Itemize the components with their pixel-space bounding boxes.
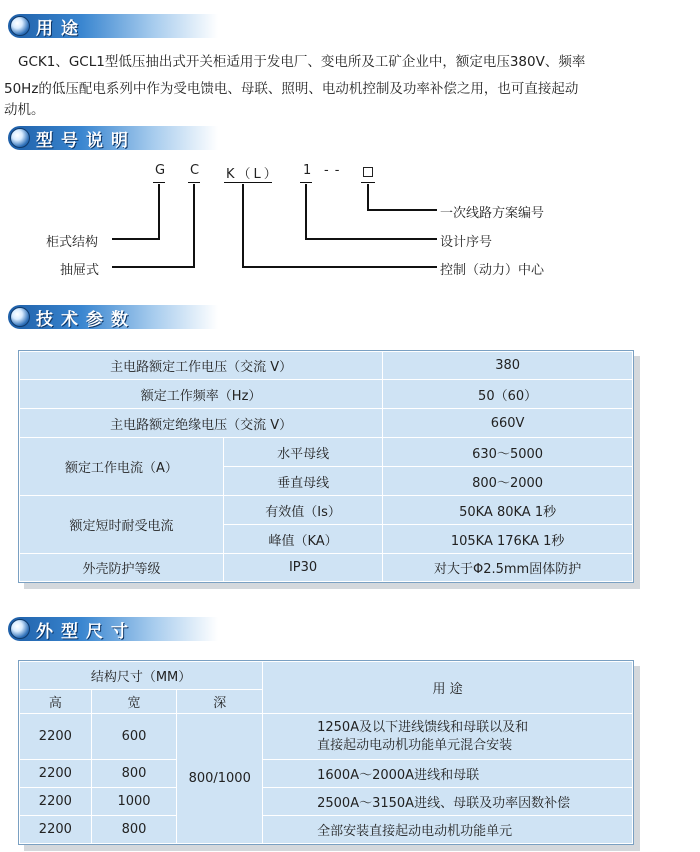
table-cell: 2200 — [20, 714, 92, 760]
table-header-cell: 用 途 — [263, 662, 633, 714]
section-header-size — [8, 617, 218, 641]
table-row — [20, 496, 633, 525]
section-title: 技术参数 — [36, 309, 136, 330]
table-cell: 峰值（KA） — [223, 525, 382, 554]
table-cell: IP30 — [223, 554, 382, 582]
section-header-usage — [8, 14, 218, 38]
table-cell: 主电路额定绝缘电压（交流 V） — [20, 409, 383, 438]
table-cell: 水平母线 — [223, 438, 382, 467]
label-control-center: 控制（动力）中心 — [440, 263, 545, 278]
table-cell: 800 — [91, 760, 177, 788]
table-cell: 额定工作频率（Hz） — [20, 380, 383, 409]
underline — [361, 182, 375, 183]
section-header-tech — [8, 305, 218, 329]
table-cell: 630～5000 — [383, 438, 633, 467]
model-scheme-box-icon — [363, 167, 373, 177]
table-row — [20, 788, 633, 816]
connector-line — [305, 238, 437, 240]
table-cell: 全部安装直接起动电动机功能单元 — [263, 816, 633, 844]
table-cell: 50（60） — [383, 380, 633, 409]
table-row — [20, 352, 633, 380]
table-cell: 800/1000 — [177, 714, 263, 844]
label-drawer: 抽屉式 — [60, 263, 100, 278]
underline — [153, 182, 165, 183]
label-scheme-no: 一次线路方案编号 — [440, 206, 545, 221]
section-bullet-icon — [10, 619, 30, 639]
connector-line — [367, 184, 369, 210]
connector-line — [367, 209, 437, 211]
connector-line — [193, 184, 195, 268]
tech-params-table — [18, 350, 634, 583]
size-table — [18, 660, 634, 845]
table-header-cell: 高 — [20, 690, 92, 714]
table-row — [20, 438, 633, 467]
model-letter-1: 1 — [303, 163, 312, 178]
table-cell: 外壳防护等级 — [20, 554, 224, 582]
usage-line-2: 50Hz的低压配电系列中作为受电馈电、母联、照明、电动机控制及功率补偿之用，也可直接起动 — [4, 81, 579, 97]
connector-line — [242, 266, 437, 268]
underline — [188, 182, 200, 183]
connector-line — [242, 184, 244, 268]
table-header-cell: 结构尺寸（MM） — [20, 662, 263, 690]
model-letter-g: G — [155, 163, 166, 178]
table-row — [20, 554, 633, 582]
usage-line-3: 动机。 — [4, 102, 45, 118]
section-title: 型号说明 — [36, 130, 136, 151]
table-row — [20, 816, 633, 844]
use-line: 1250A及以下进线馈线和母联以及和 — [317, 719, 529, 735]
label-design-seq: 设计序号 — [440, 235, 493, 250]
table-cell: 1000 — [91, 788, 177, 816]
section-bullet-icon — [10, 128, 30, 148]
table-cell: 800 — [91, 816, 177, 844]
table-cell: 660V — [383, 409, 633, 438]
table-row — [20, 662, 633, 690]
table-row — [20, 760, 633, 788]
section-bullet-icon — [10, 16, 30, 36]
table-cell: 垂直母线 — [223, 467, 382, 496]
table-cell: 1600A～2000A进线和母联 — [263, 760, 633, 788]
table-header-cell: 宽 — [91, 690, 177, 714]
table-header-cell: 深 — [177, 690, 263, 714]
table-cell — [263, 714, 633, 760]
table-cell: 380 — [383, 352, 633, 380]
table-cell: 50KA 80KA 1秒 — [383, 496, 633, 525]
model-dashes: -- — [324, 163, 346, 178]
section-title: 外型尺寸 — [36, 621, 136, 642]
model-letter-c: C — [190, 163, 200, 178]
use-line: 直接起动电动机功能单元混合安装 — [317, 737, 513, 753]
model-letter-kl: K（L） — [226, 167, 280, 182]
table-row — [20, 380, 633, 409]
section-bullet-icon — [10, 307, 30, 327]
underline — [300, 182, 312, 183]
connector-line — [305, 184, 307, 240]
table-cell: 额定工作电流（A） — [20, 438, 224, 496]
table-cell: 800～2000 — [383, 467, 633, 496]
table-cell: 2200 — [20, 816, 92, 844]
connector-line — [112, 238, 160, 240]
table-cell: 2500A～3150A进线、母联及功率因数补偿 — [263, 788, 633, 816]
table-cell: 有效值（Is） — [223, 496, 382, 525]
section-title: 用途 — [36, 18, 86, 39]
connector-line — [112, 266, 195, 268]
table-cell: 105KA 176KA 1秒 — [383, 525, 633, 554]
section-header-model — [8, 126, 218, 150]
table-row — [20, 714, 633, 760]
table-cell: 对大于Φ2.5mm固体防护 — [383, 554, 633, 582]
table-cell: 主电路额定工作电压（交流 V） — [20, 352, 383, 380]
connector-line — [158, 184, 160, 240]
table-cell: 600 — [91, 714, 177, 760]
underline — [224, 182, 272, 183]
table-cell: 2200 — [20, 788, 92, 816]
table-cell: 2200 — [20, 760, 92, 788]
label-cabinet-struct: 柜式结构 — [46, 235, 99, 250]
table-cell: 额定短时耐受电流 — [20, 496, 224, 554]
table-row — [20, 409, 633, 438]
usage-line-1: GCK1、GCL1型低压抽出式开关柜适用于发电厂、变电所及工矿企业中，额定电压380V、频率 — [18, 54, 586, 70]
